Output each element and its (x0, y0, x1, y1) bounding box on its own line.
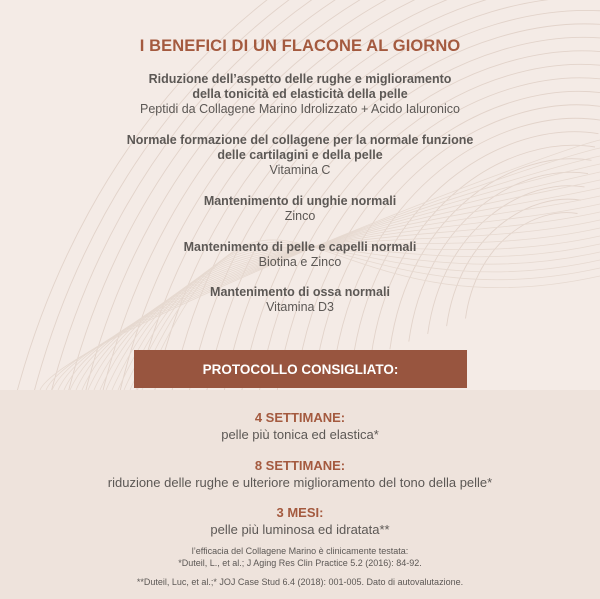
benefit-heading-line: Riduzione dell’aspetto delle rughe e miglioramento (148, 72, 452, 86)
benefit-heading-line: Mantenimento di pelle e capelli normali (183, 240, 417, 254)
benefit-item-bones (0, 285, 600, 315)
benefit-item-skin-hair (0, 240, 600, 270)
benefit-ingredient: Vitamina C (269, 163, 331, 177)
benefit-heading-line: della tonicità ed elasticità della pelle (192, 87, 408, 101)
protocol-step-duration: 8 SETTIMANE: (254, 458, 346, 473)
protocol-banner: PROTOCOLLO CONSIGLIATO: (134, 350, 467, 388)
benefit-heading-line: Normale formazione del collagene per la normale funzione (126, 133, 474, 147)
footnote-reference-2: **Duteil, Luc, et al.;* JOJ Case Stud 6.4 (2018): 001-005. Dato di autovalutazione. (136, 577, 464, 587)
benefit-item-wrinkles (0, 72, 600, 117)
benefit-heading-line: delle cartilagini e della pelle (217, 148, 383, 162)
benefit-ingredient: Vitamina D3 (266, 300, 334, 314)
benefit-item-collagen (0, 133, 600, 178)
protocol-step-duration: 3 MESI: (276, 505, 324, 520)
protocol-step-4-weeks (0, 409, 600, 443)
benefit-item-nails (0, 194, 600, 224)
protocol-step-result: pelle più luminosa ed idratata** (210, 522, 390, 537)
benefit-ingredient: Peptidi da Collagene Marino Idrolizzato + Acido Ialuronico (140, 102, 460, 116)
protocol-step-result: pelle più tonica ed elastica* (221, 427, 379, 442)
footnote-reference-1: *Duteil, L., et al.; J Aging Res Clin Practice 5.2 (2016): 84-92. (178, 558, 422, 568)
protocol-step-duration: 4 SETTIMANE: (254, 410, 346, 425)
benefit-heading-line: Mantenimento di unghie normali (203, 194, 397, 208)
protocol-step-result: riduzione delle rughe e ulteriore miglioramento del tono della pelle* (107, 475, 493, 490)
swirl-line (277, 78, 600, 390)
benefit-ingredient: Zinco (284, 209, 316, 223)
page-title: I BENEFICI DI UN FLACONE AL GIORNO (139, 37, 461, 55)
benefit-heading-line: Mantenimento di ossa normali (210, 285, 390, 299)
benefit-ingredient: Biotina e Zinco (258, 255, 342, 269)
footnote-efficacy: l’efficacia del Collagene Marino è clinicamente testata: (191, 546, 409, 556)
protocol-step-8-weeks (0, 457, 600, 491)
protocol-step-3-months (0, 504, 600, 538)
